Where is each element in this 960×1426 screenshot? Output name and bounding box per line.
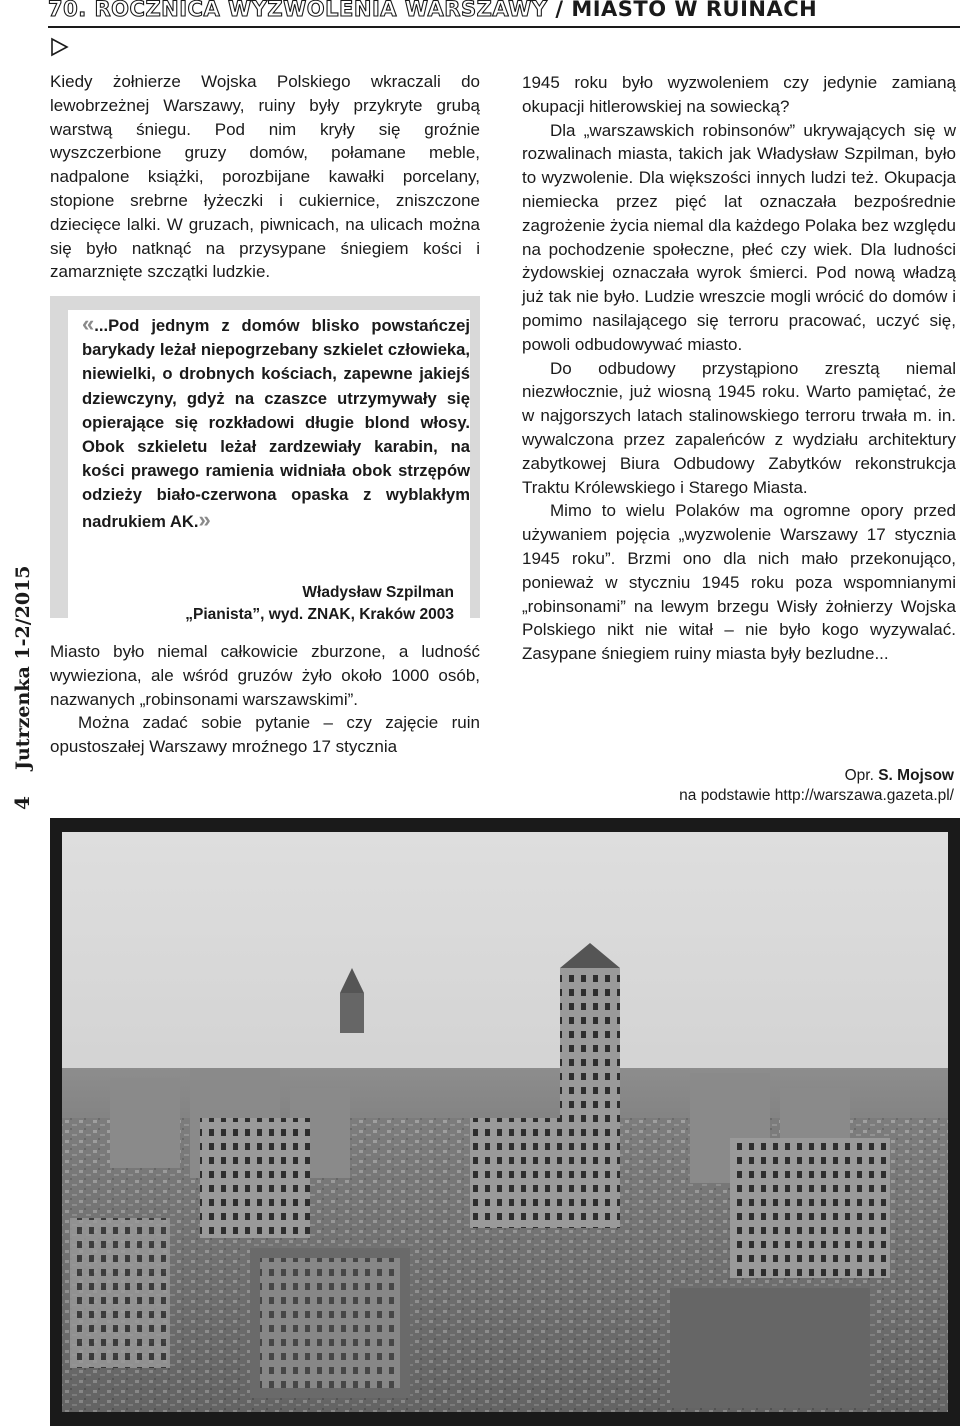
header-topic: MIASTO W RUINACH [571, 0, 818, 21]
article-paragraph: Mimo to wielu Polaków ma ogromne opory przed używaniem pojęcia „wyzwolenie Warszawy 17 stycznia 1945 roku”. Brzmi ono dla nich mało przekonująco, ponieważ w styczniu 1945 roku poza wspomnianymi „robinsonami” na lewym brzegu Wisły żołnierzy Wojska Polskiego nikt nie witał – nie było kogo wyzywalać. Zasypane śniegiem ruiny miasta były bezludne... [522, 501, 956, 664]
quote-panel [68, 310, 470, 623]
article-right-column [522, 71, 956, 666]
page-header [48, 0, 960, 28]
article-credit [679, 766, 954, 806]
article-paragraph: Do odbudowy przystąpiono zresztą niemal niezwłocznie, już wiosną 1945 roku. Warto pamiętać, że w najgorszych latach stalinowskiego terroru trwała m. in. wywalczona przez zapaleńców z wydziału architektury zabytkowej Biura Odbudowy Zabytków rekonstrukcja Traktu Królewskiego i Starego Miasta. [522, 358, 956, 497]
play-triangle-icon [50, 37, 70, 57]
quote-box [50, 296, 480, 623]
header-title [48, 0, 817, 21]
quote-author: Władysław Szpilman [302, 584, 454, 601]
credit-prefix: Opr. [844, 767, 874, 784]
magazine-name: Jutrzenka 1-2/2015 [12, 565, 34, 770]
header-section: 70. ROCZNICA WYZWOLENIA WARSZAWY [48, 0, 548, 21]
article-paragraph: 1945 roku było wyzwoleniem czy jedynie zamianą okupacji hitlerowskiej na sowiecką? [522, 73, 956, 116]
side-margin [0, 540, 44, 840]
page-number: 4 [10, 796, 34, 810]
credit-author: S. Mojsow [878, 767, 954, 784]
header-separator: / [547, 0, 572, 21]
quote-source: „Pianista”, wyd. ZNAK, Kraków 2003 [185, 606, 454, 623]
article-paragraph: Można zadać sobie pytanie – czy zajęcie ruin opustoszałej Warszawy mroźnego 17 stycznia [50, 713, 480, 757]
article-intro-column [50, 70, 480, 284]
article-paragraph: Dla „warszawskich robinsonów” ukrywających się w rozwalinach miasta, takich jak Władysław Szpilman, było to wyzwolenie. Dla większości innych ludzi też. Okupacja niemiecka przez pięć lat oznaczała bezpośrednie zagrożenie życia niemal dla każdego Polaka bez względu na pochodzenie społeczne, płeć czy wiek. Dla ludności żydowskiej oznaczała wyrok śmierci. Pod nową władzą już tak nie było. Ludzie wreszcie mogli wrócić do domów i pomimo nasilającego się terroru pracować, uczyć się, powoli odbudowywać miasto. [522, 120, 956, 354]
quote-body: ...Pod jednym z domów blisko powstańczej barykady leżał niepogrzebany szkielet człowieka, niewielki, o drobnych kościach, zapewne jakiejś dziewczyny, gdyż na czaszce utrzymywały się opierające się rozkładowi długie blond włosy. Obok szkieletu leżał zardzewiały karabin, na kości prawego ramienia widniała obok strzępów odzieży biało-czerwona opaska z wyblakłym nadrukiem AK. [82, 316, 470, 531]
header-rule [48, 26, 960, 28]
quote-open-mark: « [82, 311, 95, 336]
article-left-lower [50, 640, 480, 759]
article-intro: Kiedy żołnierze Wojska Polskiego wkraczali do lewobrzeżnej Warszawy, ruiny były przykryte grubą warstwą śniegu. Pod nim kryły się groźnie wyszczerbione gruzy domów, połamane meble, nadpalone książki, porozbijane kawałki porcelany, stopione srebrne łyżeczki i cukiernice, zniszczone dziecięce lalki. W gruzach, piwnicach, na ulicach można się było natknąć na przysypane śniegiem kości i zamarznięte szczątki ludzkie. [50, 72, 480, 282]
warsaw-ruins-photo [50, 818, 960, 1426]
article-paragraph: Miasto było niemal całkowicie zburzone, a ludność wywieziona, ale wśród gruzów żyło około 1000 osób, nazwanych „robinsonami warszawskimi”. [50, 642, 480, 709]
quote-close-mark: » [198, 506, 211, 532]
quote-text-block [82, 312, 470, 534]
credit-source: na podstawie http://warszawa.gazeta.pl/ [679, 787, 954, 804]
